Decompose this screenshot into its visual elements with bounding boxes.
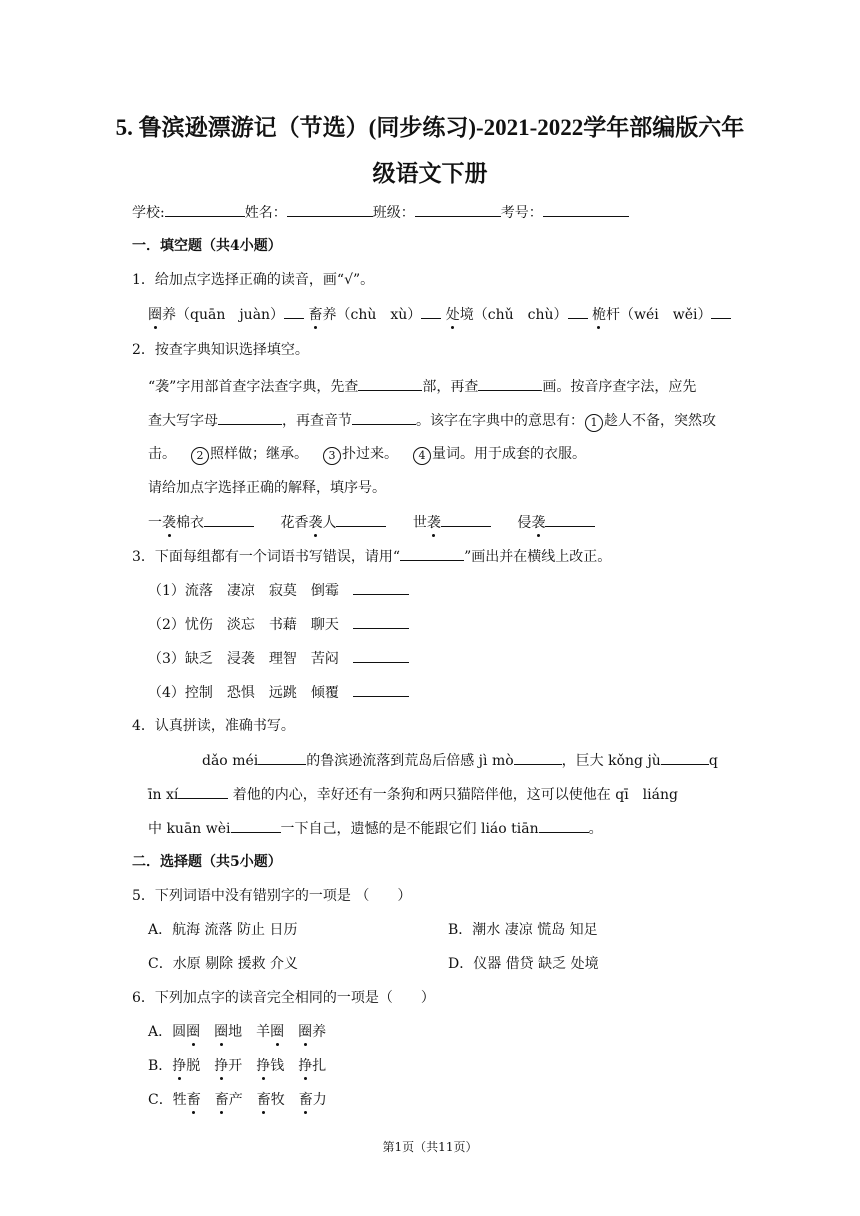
- q4-blank-5: [231, 818, 281, 833]
- q6-option-label: B．: [148, 1058, 173, 1074]
- q6-word: 挣脱: [172, 1058, 201, 1074]
- q6-word: 圈养: [298, 1024, 327, 1040]
- title-line-2: 级语文下册: [372, 161, 488, 186]
- q3-word: 远跳: [268, 685, 297, 701]
- q1-item-2: 畜养（chù xù）: [308, 307, 422, 323]
- q2-word-blank-4: [545, 512, 595, 527]
- q4-line-2: īn xí 着他的内心，幸好还有一条狗和两只猫陪伴他，这可以使他在 qī liáng: [148, 784, 678, 805]
- q3-word: 寂莫: [268, 583, 297, 599]
- q2-para-line-1: “袭”字用部首查字法查字典，先查 部，再查 画。按音序查字法，应先: [148, 376, 696, 397]
- q6-word: 挣扎: [298, 1058, 327, 1074]
- q4-blank-4: [178, 784, 228, 799]
- school-label: 学校:: [132, 205, 165, 221]
- circled-3: 3: [323, 447, 341, 465]
- q2-stem: 2．按查字典知识选择填空。: [132, 342, 309, 358]
- q2-word-2: 花香袭人: [280, 515, 337, 531]
- q2-blank-syllable: [352, 410, 416, 425]
- q4-blank-6: [539, 818, 589, 833]
- q3-row-number: （2）: [148, 617, 185, 633]
- title-line-1: 5. 鲁滨逊漂游记（节选）(同步练习)-2021-2022学年部编版六年: [115, 115, 745, 140]
- q3-row: [148, 614, 409, 635]
- q3-stem: 3．下面每组都有一个词语书写错误，请用“ ”画出并在横线上改正。: [132, 546, 611, 567]
- q5-stem: 5．下列词语中没有错别字的一项是 （ ）: [132, 888, 412, 904]
- exam-no-label: 考号：: [500, 205, 543, 221]
- name-label: 姓名：: [244, 205, 287, 221]
- q1-blank-2: [421, 304, 441, 319]
- q3-word: 理智: [268, 651, 297, 667]
- q2-words: [148, 512, 595, 533]
- q3-answer-blank: [353, 580, 409, 595]
- class-label: 班级：: [372, 205, 415, 221]
- q6-option-c: [148, 1090, 341, 1110]
- exam-no-blank: [543, 202, 629, 217]
- q3-answer-blank: [353, 682, 409, 697]
- q1-item-1: 圈养（quān juàn）: [148, 307, 285, 323]
- q3-word: 聊天: [310, 617, 339, 633]
- q1-blank-3: [568, 304, 588, 319]
- q4-blank-2: [514, 750, 562, 765]
- school-blank: [165, 202, 245, 217]
- q6-word: 挣开: [214, 1058, 243, 1074]
- info-line: [132, 202, 629, 223]
- q3-word: 倒霉: [310, 583, 339, 599]
- class-blank: [415, 202, 501, 217]
- q5-option-d: D．仪器 借贷 缺乏 处境: [448, 956, 599, 972]
- q5-option-a: A．航海 流落 防止 日历: [148, 922, 298, 938]
- q2-blank-radical: [358, 376, 422, 391]
- name-blank: [287, 202, 373, 217]
- q3-row-number: （4）: [148, 685, 185, 701]
- q6-word: 挣钱: [256, 1058, 285, 1074]
- q2-word-blank-2: [336, 512, 386, 527]
- q3-row-number: （1）: [148, 583, 185, 599]
- q3-word: 倾覆: [310, 685, 339, 701]
- q3-answer-blank: [353, 614, 409, 629]
- q6-word: 畜力: [298, 1092, 327, 1108]
- circled-2: 2: [191, 447, 209, 465]
- section2-heading: 二．选择题（共5小题）: [132, 854, 282, 870]
- q3-word: 忧伤: [184, 617, 213, 633]
- q3-word: 控制: [184, 685, 213, 701]
- q2-para-line-3: 击。 2 照样做；继承。 3 扑过来。 4 量词。用于成套的衣服。: [148, 444, 586, 465]
- q3-row-number: （3）: [148, 651, 185, 667]
- q2-word-blank-1: [204, 512, 254, 527]
- q6-word: 畜牧: [256, 1092, 285, 1108]
- q2-word-1: 一袭棉衣: [148, 515, 204, 531]
- q6-option-label: A．: [148, 1024, 173, 1040]
- q3-word: 书藉: [268, 617, 297, 633]
- q6-word: 羊圈: [256, 1024, 285, 1040]
- q6-word: 畜产: [214, 1092, 243, 1108]
- q3-word: 恐惧: [226, 685, 255, 701]
- section1-heading: 一．填空题（共4小题）: [132, 238, 282, 254]
- q1-items: [148, 304, 731, 325]
- q2-blank-letter: [218, 410, 282, 425]
- q6-stem: 6．下列加点字的读音完全相同的一项是（ ）: [132, 990, 435, 1006]
- q3-row: [148, 580, 409, 601]
- q6-word: 圈地: [214, 1024, 243, 1040]
- q6-option-b: [148, 1056, 340, 1076]
- q2-word-3: 世袭: [412, 515, 441, 531]
- q6-option-label: C．: [148, 1092, 173, 1108]
- q5-option-c: C．水原 剔除 援救 介义: [148, 956, 299, 972]
- q4-blank-3: [661, 750, 709, 765]
- q3-underline-sample: [400, 546, 464, 561]
- q3-word: 淡忘: [226, 617, 255, 633]
- q2-word-blank-3: [441, 512, 491, 527]
- q5-option-b: B．潮水 凄凉 慌岛 知足: [448, 922, 598, 938]
- circled-4: 4: [413, 447, 431, 465]
- q1-stem: 1．给加点字选择正确的读音，画“√”。: [132, 272, 375, 288]
- q3-word: 凄凉: [226, 583, 255, 599]
- circled-1: 1: [585, 414, 603, 432]
- q2-word-4: 侵袭: [517, 515, 546, 531]
- q4-stem: 4．认真拼读，准确书写。: [132, 718, 295, 734]
- q4-line-3: 中 kuān wèi 一下自己，遗憾的是不能跟它们 liáo tiān 。: [148, 818, 603, 839]
- q2-instruction: 请给加点字选择正确的解释，填序号。: [148, 480, 386, 496]
- q6-word: 牲畜: [172, 1092, 201, 1108]
- q3-answer-blank: [353, 648, 409, 663]
- q2-blank-strokes: [478, 376, 542, 391]
- q6-word: 圆圈: [172, 1024, 201, 1040]
- q4-blank-1: [258, 750, 306, 765]
- q1-item-3: 处境（chǔ chù）: [445, 307, 568, 323]
- q6-option-a: [148, 1022, 340, 1042]
- q3-word: 缺乏: [184, 651, 213, 667]
- q3-word: 浸袭: [226, 651, 255, 667]
- q3-word: 苦闷: [310, 651, 339, 667]
- page-footer: 第1页（共11页）: [382, 1140, 478, 1154]
- q3-row: [148, 648, 409, 669]
- q1-blank-4: [711, 304, 731, 319]
- q1-item-4: 桅杆（wéi wěi）: [591, 307, 712, 323]
- q3-row: [148, 682, 409, 703]
- q2-para-line-2: 查大写字母 ，再查音节 。该字在字典中的意思有： 1 趁人不备，突然攻: [148, 410, 716, 432]
- q4-line-1: dǎo méi 的鲁滨逊流落到荒岛后倍感 jì mò ，巨大 kǒng jù q: [202, 750, 718, 771]
- q3-word: 流落: [184, 583, 213, 599]
- q1-blank-1: [284, 304, 304, 319]
